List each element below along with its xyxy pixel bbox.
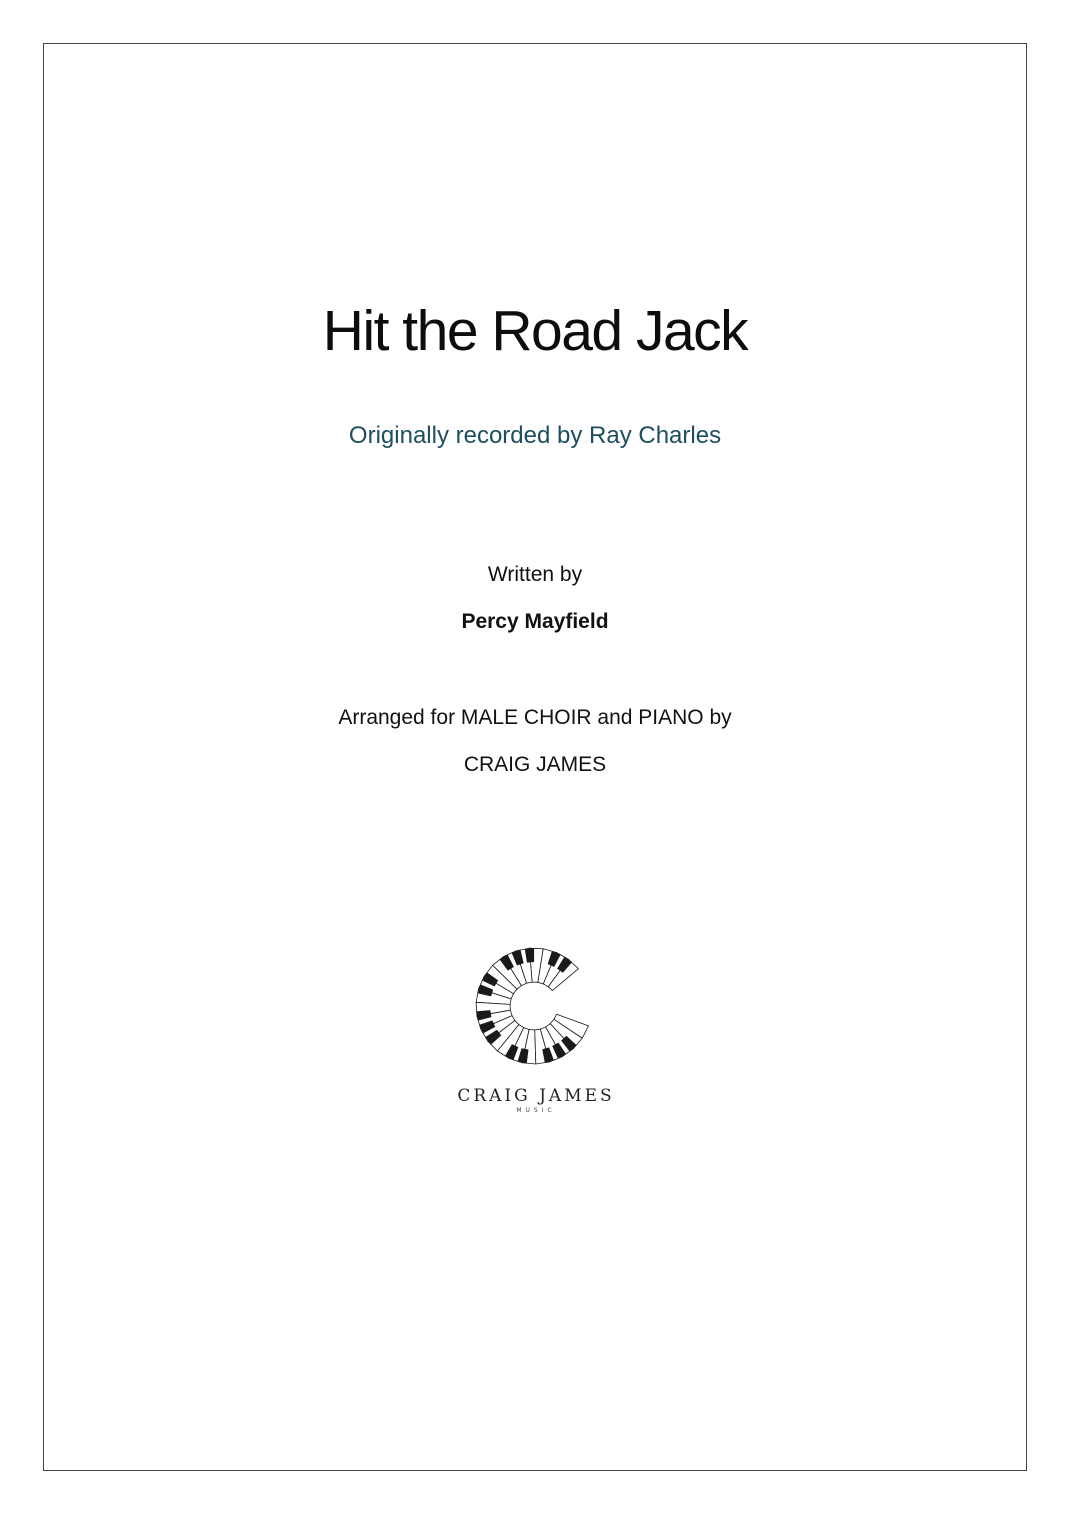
subtitle: Originally recorded by Ray Charles — [348, 422, 722, 449]
logo-subtitle: MUSIC — [516, 1107, 556, 1114]
page-title: Hit the Road Jack — [322, 299, 748, 363]
logo-name: CRAIG JAMES — [457, 1086, 615, 1106]
craig-james-music-logo — [445, 936, 627, 1126]
arranged-label: Arranged for MALE CHOIR and PIANO by — [338, 706, 732, 729]
written-by-label: Written by — [487, 563, 583, 586]
arranger-name: CRAIG JAMES — [463, 753, 607, 776]
piano-keys-c-icon — [472, 936, 600, 1074]
composer-name: Percy Mayfield — [461, 610, 609, 633]
